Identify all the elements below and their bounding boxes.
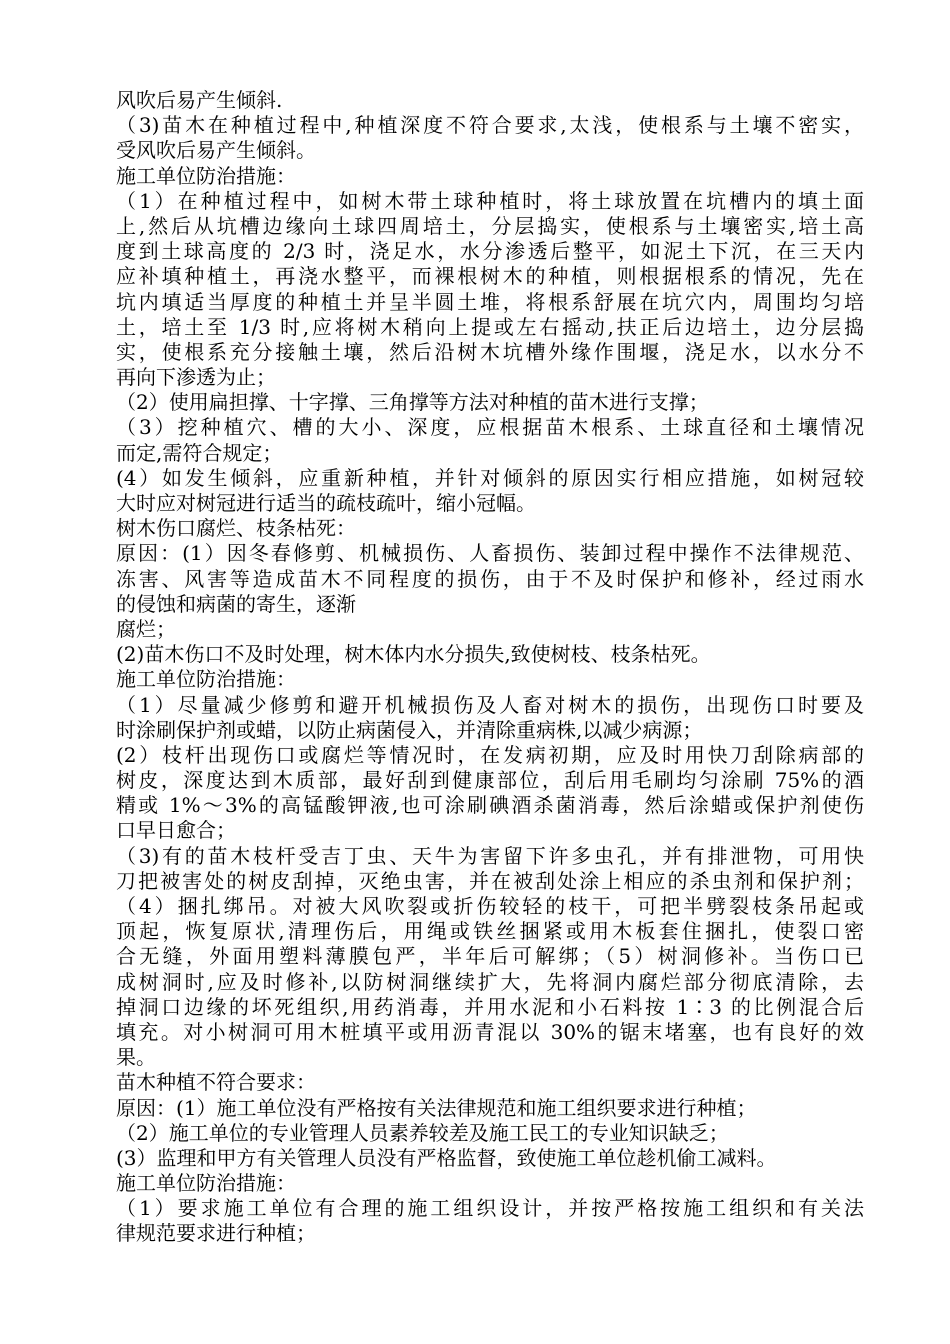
text-line: 腐烂； (116, 616, 176, 641)
text-line: 实，使根系充分接触土壤，然后沿树木坑槽外缘作围堰，浇足水，以水分不 (116, 339, 864, 364)
text-line: 果。 (116, 1045, 156, 1070)
text-line: (4）如发生倾斜，应重新种植，并针对倾斜的原因实行相应措施，如树冠较 (116, 465, 864, 490)
text-line: 大时应对树冠进行适当的疏枝疏叶，缩小冠幅。 (116, 491, 536, 515)
section-heading: 苗木种植不符合要求： (116, 1070, 316, 1095)
section-heading: 施工单位防治措施： (116, 667, 296, 692)
text-line: 原因：(1）施工单位没有严格按有关法律规范和施工组织要求进行种植； (116, 1095, 757, 1120)
text-line: (2)苗木伤口不及时处理，树木体内水分损失,致使树枝、枝条枯死。 (116, 642, 711, 667)
section-heading: 施工单位防治措施： (116, 1171, 296, 1196)
text-line: 再向下渗透为止； (116, 365, 276, 390)
text-line: （2）施工单位的专业管理人员素养较差及施工民工的专业知识缺乏； (116, 1120, 729, 1145)
text-line: 时涂刷保护剂或蜡，以防止病菌侵入，并清除重病株,以减少病源； (116, 717, 703, 742)
text-line: 口早日愈合； (116, 818, 236, 843)
text-line: 上,然后从坑槽边缘向土球四周培土，分层捣实，使根系与土壤密实,培土高 (116, 213, 864, 238)
text-line: (2）枝杆出现伤口或腐烂等情况时，在发病初期，应及时用快刀刮除病部的 (116, 742, 864, 767)
text-line: 掉洞口边缘的坏死组织,用药消毒，并用水泥和小石料按 1∶3 的比例混合后 (116, 994, 864, 1019)
text-line: 合无缝，外面用塑料薄膜包严，半年后可解绑；（5）树洞修补。当伤口已 (116, 944, 864, 969)
text-line: 刀把被害处的树皮刮掉，灭绝虫害，并在被刮处涂上相应的杀虫剂和保护剂； (116, 868, 864, 893)
text-line: 律规范要求进行种植； (116, 1221, 316, 1246)
text-line: 原因：(1）因冬春修剪、机械损伤、人畜损伤、装卸过程中操作不法律规范、 (116, 541, 864, 566)
text-line: （2）使用扁担撑、十字撑、三角撑等方法对种植的苗木进行支撑； (116, 390, 709, 415)
text-line: （1）尽量减少修剪和避开机械损伤及人畜对树木的损伤，出现伤口时要及 (116, 692, 864, 717)
text-line: 的侵蚀和病菌的寄生，逐渐 (116, 591, 356, 616)
text-line: （3)苗木在种植过程中,种植深度不符合要求,太浅，使根系与土壤不密实， (116, 113, 864, 138)
text-line: （4）捆扎绑吊。对被大风吹裂或折伤较轻的枝干，可把半劈裂枝条吊起或 (116, 894, 864, 918)
text-line: 坑内填适当厚度的种植土并呈半圆土堆，将根系舒展在坑穴内，周围均匀培 (116, 289, 864, 314)
section-heading: 施工单位防治措施： (116, 163, 296, 188)
text-line: 而定,需符合规定； (116, 440, 283, 465)
section-heading: 树木伤口腐烂、枝条枯死： (116, 516, 356, 541)
text-line: 精或 1%～3%的高锰酸钾液,也可涂刷碘酒杀菌消毒，然后涂蜡或保护剂使伤 (116, 793, 864, 818)
text-line: 土，培土至 1/3 时,应将树木稍向上提或左右摇动,扶正后边培土，边分层捣 (116, 314, 864, 339)
text-line: （1）要求施工单位有合理的施工组织设计，并按严格按施工组织和有关法 (116, 1196, 864, 1221)
text-line: （3）挖种植穴、槽的大小、深度，应根据苗木根系、土球直径和土壤情况 (116, 415, 864, 440)
text-line: 树皮，深度达到木质部，最好刮到健康部位，刮后用毛刷均匀涂刷 75%的酒 (116, 768, 864, 793)
text-line: 冻害、风害等造成苗木不同程度的损伤，由于不及时保护和修补，经过雨水 (116, 566, 864, 591)
text-line: 顶起，恢复原状,清理伤后，用绳或铁丝捆紧或用木板套住捆扎，使裂口密 (116, 919, 864, 944)
text-line: 度到土球高度的 2/3 时，浇足水，水分渗透后整平，如泥土下沉，在三天内 (116, 239, 864, 264)
document-page (116, 88, 864, 1247)
text-line: 应补填种植土，再浇水整平，而裸根树木的种植，则根据根系的情况，先在 (116, 264, 864, 289)
text-line: 风吹后易产生倾斜. (116, 88, 283, 112)
text-line: （3)有的苗木枝杆受吉丁虫、天牛为害留下许多虫孔，并有排泄物，可用快 (116, 843, 864, 868)
text-line: 成树洞时,应及时修补,以防树洞继续扩大，先将洞内腐烂部分彻底清除，去 (116, 969, 864, 994)
text-line: (3）监理和甲方有关管理人员没有严格监督，致使施工单位趁机偷工减料。 (116, 1145, 777, 1170)
text-line: 受风吹后易产生倾斜。 (116, 138, 316, 163)
text-line: （1）在种植过程中，如树木带土球种植时，将土球放置在坑槽内的填土面 (116, 188, 864, 213)
text-line: 填充。对小树洞可用木桩填平或用沥青混以 30%的锯末堵塞，也有良好的效 (116, 1019, 864, 1044)
